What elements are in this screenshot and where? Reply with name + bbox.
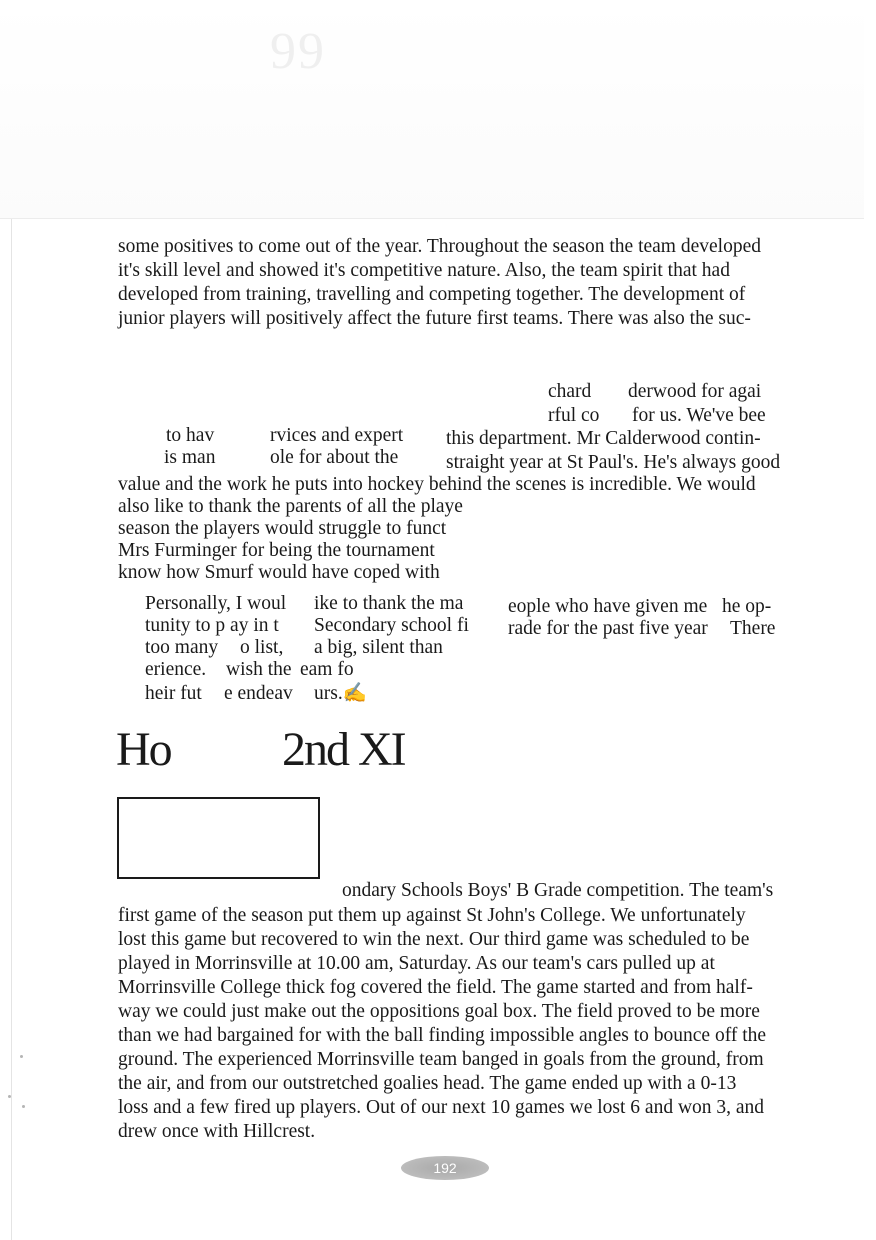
text-fragment: for us. We've bee xyxy=(632,405,766,426)
text-fragment: o list, xyxy=(240,637,284,658)
page-number-badge: 192 xyxy=(401,1156,489,1180)
body-text-line: ondary Schools Boys' B Grade competition. The team's xyxy=(342,880,774,901)
text-fragment: ike to thank the ma xyxy=(314,593,464,614)
text-fragment: Mrs Furminger for being the tournament xyxy=(118,540,435,561)
text-fragment: rful co xyxy=(548,405,600,426)
text-fragment: eam fo xyxy=(300,659,354,680)
body-text-line: loss and a few fired up players. Out of our next 10 games we lost 6 and won 3, and xyxy=(118,1097,765,1118)
text-fragment: Secondary school fi xyxy=(314,615,469,636)
text-fragment: know how Smurf would have coped with xyxy=(118,562,440,583)
body-text-line: played in Morrinsville at 10.00 am, Saturday. As our team's cars pulled up at xyxy=(118,953,715,974)
body-text-line: the air, and from our outstretched goalies head. The game ended up with a 0-13 xyxy=(118,1073,737,1094)
body-text-line: value and the work he puts into hockey behind the scenes is incredible. We would xyxy=(118,474,756,495)
body-text-line: way we could just make out the oppositions goal box. The field proved to be more xyxy=(118,1001,760,1022)
text-fragment: too many xyxy=(145,637,219,658)
scan-speck xyxy=(22,1105,25,1108)
body-text-line: Morrinsville College thick fog covered the field. The game started and from half- xyxy=(118,977,753,998)
section-heading-part: 2nd XI xyxy=(282,723,405,776)
scan-speck xyxy=(8,1095,11,1098)
text-fragment: derwood for agai xyxy=(628,381,762,402)
body-text-line: junior players will positively affect the future first teams. There was also the suc- xyxy=(118,308,751,329)
text-fragment: heir fut xyxy=(145,683,202,704)
photo-placeholder-frame xyxy=(117,797,320,879)
text-fragment: this department. Mr Calderwood contin- xyxy=(446,428,761,449)
faded-page-header: 99 xyxy=(270,23,326,80)
text-fragment: e endeav xyxy=(224,683,293,704)
text-fragment: eople who have given me xyxy=(508,596,708,617)
text-fragment: ole for about the xyxy=(270,447,399,468)
text-fragment: straight year at St Paul's. He's always good xyxy=(446,452,781,473)
text-fragment: season the players would struggle to funct xyxy=(118,518,447,539)
text-fragment: erience. xyxy=(145,659,207,680)
text-fragment: wish the xyxy=(226,659,292,680)
scan-speck xyxy=(20,1055,23,1058)
body-text-line: developed from training, travelling and competing together. The development of xyxy=(118,284,746,305)
text-fragment: rade for the past five year xyxy=(508,618,708,639)
text-fragment: urs.✍ xyxy=(314,683,367,704)
text-fragment: to hav xyxy=(166,425,215,446)
body-text-line: lost this game but recovered to win the next. Our third game was scheduled to be xyxy=(118,929,750,950)
faded-header-band xyxy=(0,0,864,219)
body-text-line: some positives to come out of the year. Throughout the season the team developed xyxy=(118,236,761,257)
section-heading-part: Ho xyxy=(116,723,171,776)
body-text-line: drew once with Hillcrest. xyxy=(118,1121,316,1142)
text-fragment: he op- xyxy=(722,596,772,617)
body-text-line: first game of the season put them up against St John's College. We unfortunately xyxy=(118,905,746,926)
body-text-line: it's skill level and showed it's competitive nature. Also, the team spirit that had xyxy=(118,260,730,281)
text-fragment: rvices and expert xyxy=(270,425,404,446)
text-fragment: chard xyxy=(548,381,592,402)
text-fragment: There xyxy=(730,618,776,639)
body-text-line: ground. The experienced Morrinsville team banged in goals from the ground, from xyxy=(118,1049,764,1070)
text-fragment: also like to thank the parents of all the playe xyxy=(118,496,463,517)
text-fragment: tunity to p ay in t xyxy=(145,615,279,636)
text-fragment: Personally, I woul xyxy=(145,593,287,614)
text-fragment: a big, silent than xyxy=(314,637,443,658)
text-fragment: is man xyxy=(164,447,216,468)
body-text-line: than we had bargained for with the ball finding impossible angles to bounce off the xyxy=(118,1025,767,1046)
